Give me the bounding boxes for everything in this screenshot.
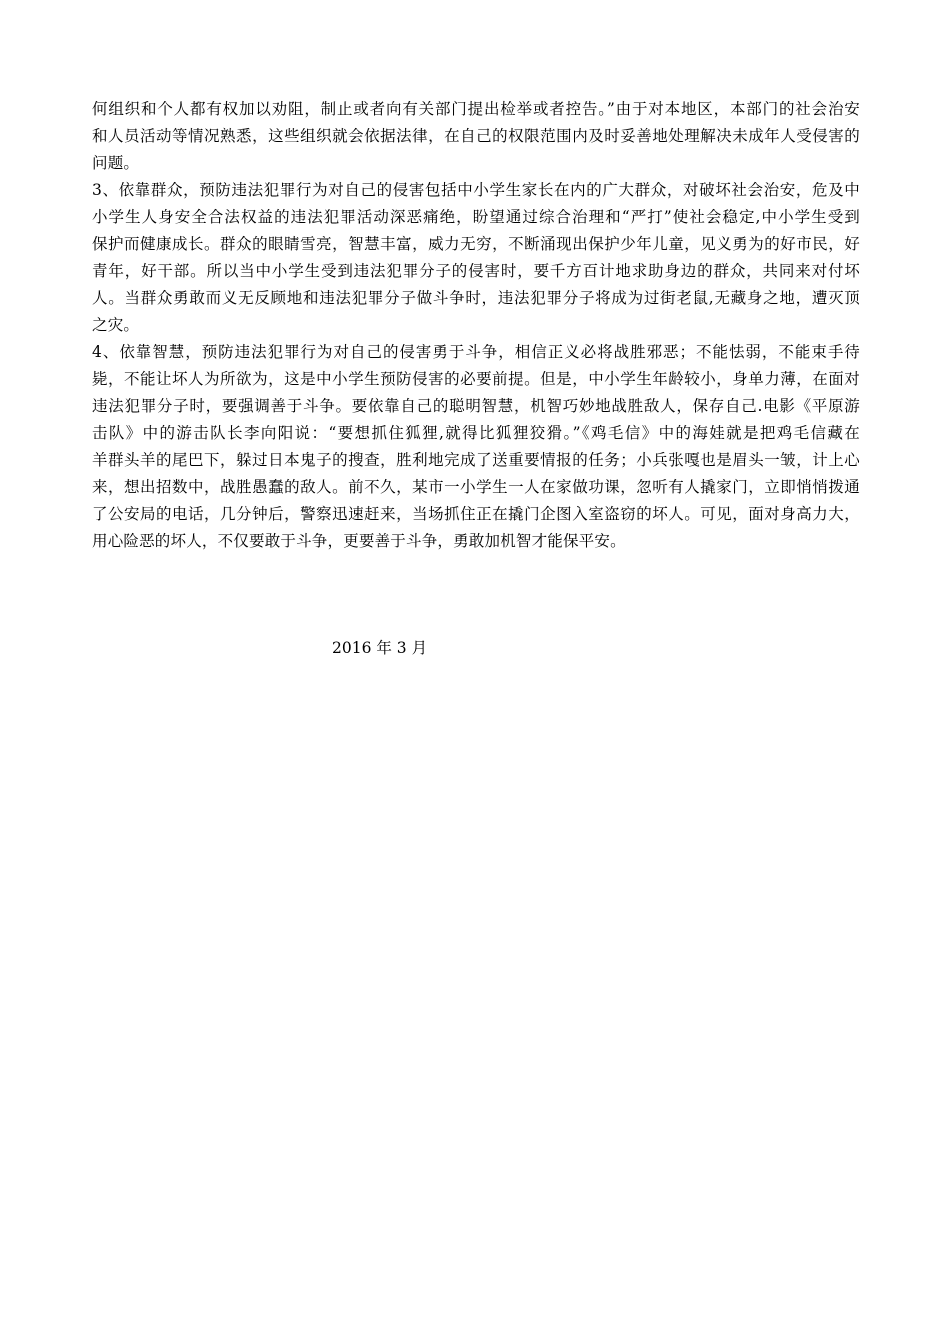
text-line: 来，想出招数中，战胜愚蠢的敌人。前不久，某市一小学生一人在家做功课，忽听有人撬家门，立即悄悄拨通 xyxy=(92,478,860,496)
text-line: 4、依靠智慧，预防违法犯罪行为对自己的侵害勇于斗争，相信正义必将战胜邪恶；不能怯弱，不能束手待 xyxy=(92,343,860,361)
text-line: 问题。 xyxy=(92,154,140,172)
text-line: 违法犯罪分子时，要强调善于斗争。要依靠自己的聪明智慧，机智巧妙地战胜敌人，保存自己.电影《平原游 xyxy=(92,397,860,415)
paragraph-rely-on-wisdom xyxy=(92,339,860,555)
text-line: 毙，不能让坏人为所欲为，这是中小学生预防侵害的必要前提。但是，中小学生年龄较小，身单力薄，在面对 xyxy=(92,370,860,388)
document-date: 2016 年 3 月 xyxy=(332,639,428,657)
text-line: 击队》中的游击队长李向阳说：“要想抓住狐狸,就得比狐狸狡猾。”《鸡毛信》中的海娃就是把鸡毛信藏在 xyxy=(92,424,860,442)
text-line: 3、依靠群众，预防违法犯罪行为对自己的侵害包括中小学生家长在内的广大群众，对破坏社会治安，危及中 xyxy=(92,181,860,199)
text-line: 青年，好干部。所以当中小学生受到违法犯罪分子的侵害时，要千方百计地求助身边的群众，共同来对付坏 xyxy=(92,262,860,280)
document-body xyxy=(92,96,860,555)
text-line: 了公安局的电话，几分钟后，警察迅速赶来，当场抓住正在撬门企图入室盗窃的坏人。可见，面对身高力大， xyxy=(92,505,860,523)
paragraph-rely-on-masses xyxy=(92,177,860,339)
text-line: 之灾。 xyxy=(92,316,140,334)
text-line: 人。当群众勇敢而义无反顾地和违法犯罪分子做斗争时，违法犯罪分子将成为过街老鼠,无藏身之地，遭灭顶 xyxy=(92,289,860,307)
paragraph-continuation xyxy=(92,96,860,177)
text-line: 用心险恶的坏人，不仅要敢于斗争，更要善于斗争，勇敢加机智才能保平安。 xyxy=(92,532,626,550)
text-line: 和人员活动等情况熟悉，这些组织就会依据法律，在自己的权限范围内及时妥善地处理解决未成年人受侵害的 xyxy=(92,127,860,145)
text-line: 保护而健康成长。群众的眼睛雪亮，智慧丰富，威力无穷，不断涌现出保护少年儿童，见义勇为的好市民，好 xyxy=(92,235,860,253)
text-line: 何组织和个人都有权加以劝阻，制止或者向有关部门提出检举或者控告。”由于对本地区，本部门的社会治安 xyxy=(92,100,860,118)
text-line: 羊群头羊的尾巴下，躲过日本鬼子的搜查，胜利地完成了送重要情报的任务；小兵张嘎也是眉头一皱，计上心 xyxy=(92,451,860,469)
text-line: 小学生人身安全合法权益的违法犯罪活动深恶痛绝，盼望通过综合治理和“严打”使社会稳定,中小学生受到 xyxy=(92,208,860,226)
